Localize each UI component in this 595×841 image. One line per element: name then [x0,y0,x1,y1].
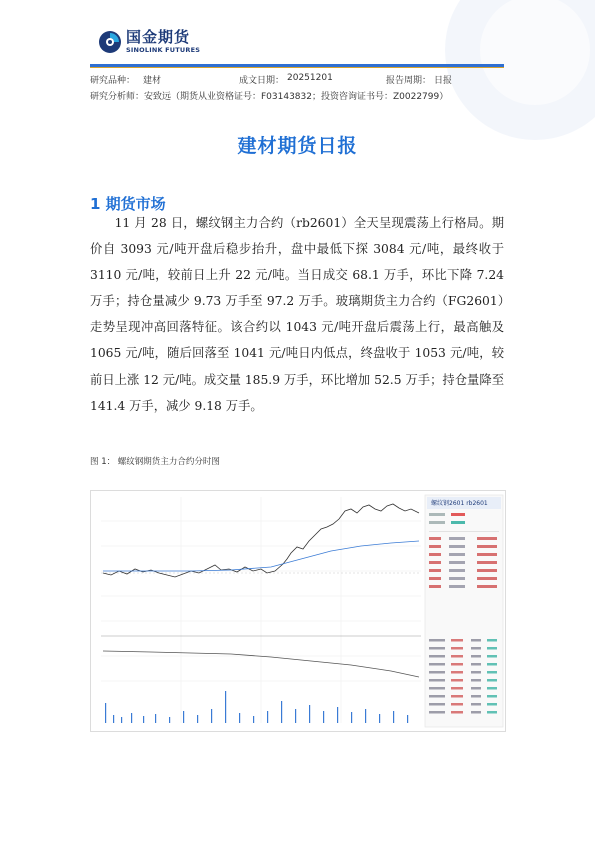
brand-name-en: SINOLINK FUTURES [126,46,201,55]
date-value: 20251201 [287,73,333,83]
intraday-chart-image [90,490,506,732]
panel-code: rb2601 [466,500,488,507]
brand-logo [98,30,200,54]
variety-value: 建材 [143,76,162,86]
section-number: 1 [90,195,101,213]
header-rule-accent [90,67,504,68]
analyst-line: 研究分析师：安致远（期货从业资格证号：F03143832；投资咨询证书号：Z0022799） [90,92,449,102]
panel-title: 螺纹钢2601 [431,500,465,507]
intraday-chart-graphic [91,491,505,731]
figure-caption: 图 1： 螺纹钢期货主力合约分时图 [90,457,220,467]
report-title: 建材期货日报 [237,135,358,157]
section-title: 期货市场 [105,195,166,213]
sinolink-logo-icon [98,30,122,54]
period-value: 日报 [434,76,453,86]
variety-label: 研究品种： [90,76,136,86]
period-label: 报告周期： [386,76,432,86]
brand-name-cn: 国金期货 [126,28,191,47]
body-paragraph: 11 月 28 日，螺纹钢主力合约（rb2601）全天呈现震荡上行格局。期价自 3093 元/吨开盘后稳步抬升，盘中最低下探 3084 元/吨，最终收于 3110 元/吨，较前日上升 22 元/吨。当日成交 68.1 万手，环比下降 7.24 万手；持仓量减少 9.73 万手至 97.2 万手。玻璃期货主力合约（FG2601）走势呈现冲高回落特征。该合约以 1043 元/吨开盘后震荡上行，最高触及 1065 元/吨，随后回落至 1041 元/吨日内低点，终盘收于 1053 元/吨，较前日上涨 12 元/吨。成交量 185.9 万手，环比增加 52.5 万手；持仓量降至 141.4 万手，减少 9.18 万手。 [90,216,504,413]
date-label: 成文日期： [239,76,285,86]
